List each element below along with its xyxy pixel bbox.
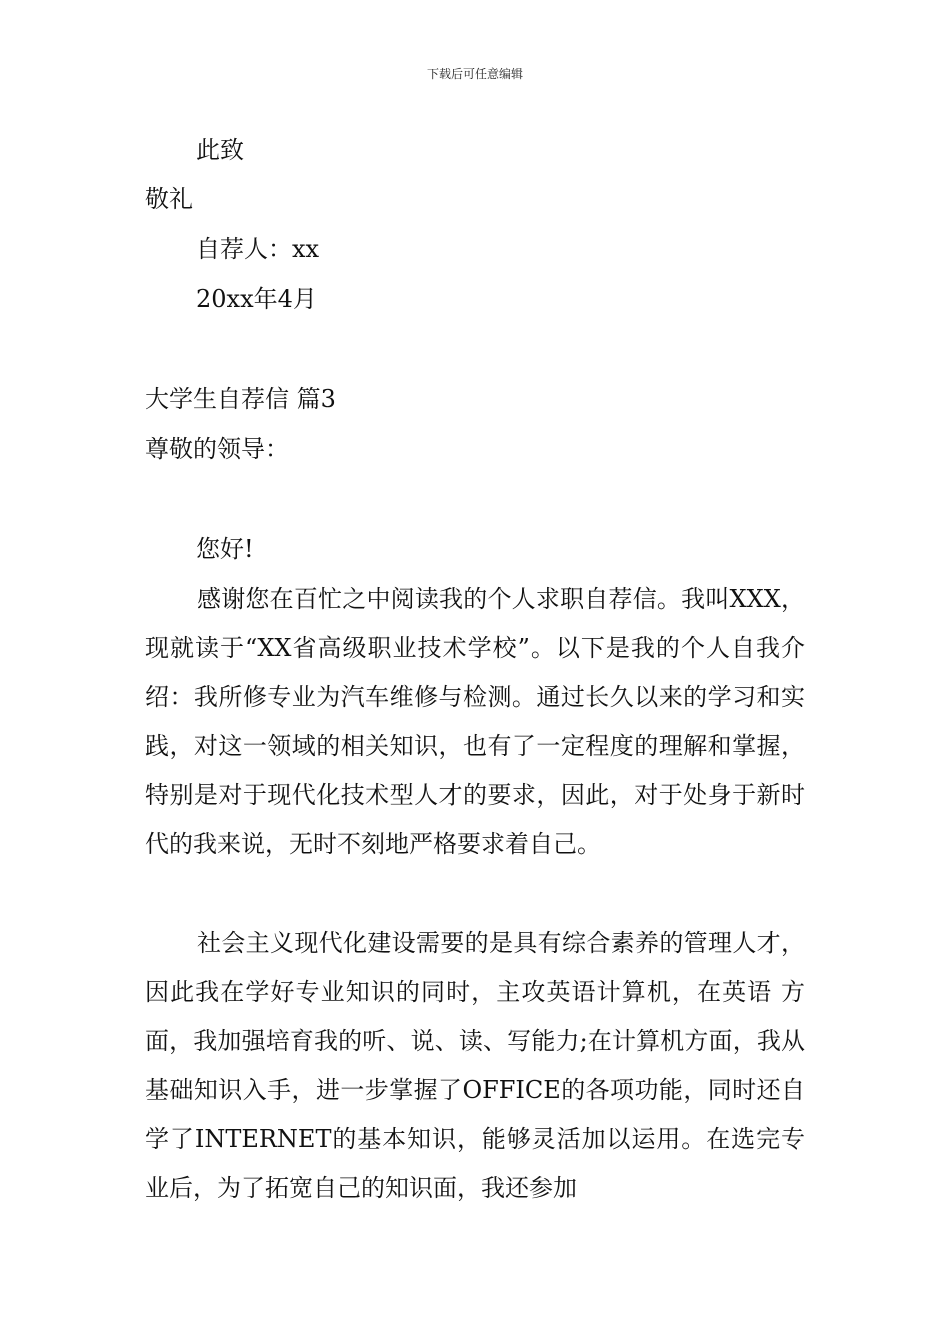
body-paragraph-2: 社会主义现代化建设需要的是具有综合素养的管理人才，因此我在学好专业知识的同时，主攻英语计算机，在英语 方面，我加强培育我的听、说、读、写能力;在计算机方面，我从基础知识入手，进一步掌握了OFFICE的各项功能，同时还自学了INTERNET的基本知识，能够灵活加以运用。在选完专业后，为了拓宽自己的知识面，我还参加 <box>145 929 805 1203</box>
closing-greeting-line-2: 敬礼 <box>145 185 193 213</box>
closing-greeting-line-1: 此致 <box>196 136 244 164</box>
hello-line: 您好! <box>196 535 254 563</box>
body-paragraph-1: 感谢您在百忙之中阅读我的个人求职自荐信。我叫XXX，现就读于“XX省高级职业技术学校”。以下是我的个人自我介绍：我所修专业为汽车维修与检测。通过长久以来的学习和实践，对这一领域的相关知识，也有了一定程度的理解和掌握，特别是对于现代化技术型人才的要求，因此，对于处身于新时代的我来说，无时不刻地严格要求着自己。 <box>145 585 805 859</box>
salutation-line: 尊敬的领导： <box>145 435 289 463</box>
section-title: 大学生自荐信 篇3 <box>145 385 336 413</box>
signer-line: 自荐人：xx <box>196 235 320 263</box>
page-header-note: 下载后可任意编辑 <box>426 67 523 81</box>
date-line: 20xx年4月 <box>196 285 317 313</box>
